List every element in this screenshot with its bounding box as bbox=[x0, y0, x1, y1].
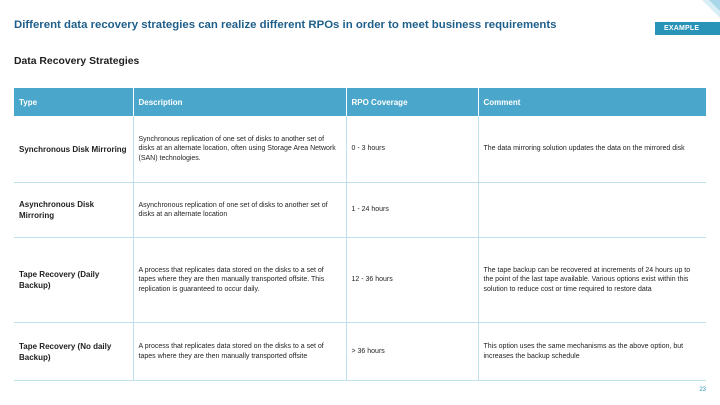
table-row bbox=[14, 183, 706, 238]
description-cell: Synchronous replication of one set of disks to another set of disks at an alternate location, often using Storage Area Network (SAN) technologies. bbox=[133, 116, 346, 183]
comment-cell: The data mirroring solution updates the data on the mirrored disk bbox=[478, 116, 706, 183]
table-row bbox=[14, 238, 706, 323]
column-header-type: Type bbox=[14, 88, 133, 116]
rpo-cell: 12 - 36 hours bbox=[346, 238, 478, 323]
description-cell: Asynchronous replication of one set of disks to another set of disks at an alternate location bbox=[133, 183, 346, 238]
type-cell: Tape Recovery (Daily Backup) bbox=[14, 238, 133, 323]
column-header-rpo-coverage: RPO Coverage bbox=[346, 88, 478, 116]
type-cell: Asynchronous Disk Mirroring bbox=[14, 183, 133, 238]
table-row bbox=[14, 116, 706, 183]
type-cell: Synchronous Disk Mirroring bbox=[14, 116, 133, 183]
rpo-cell: 1 - 24 hours bbox=[346, 183, 478, 238]
corner-decoration bbox=[700, 0, 720, 20]
comment-cell: This option uses the same mechanisms as the above option, but increases the backup schedule bbox=[478, 323, 706, 381]
page-number: 23 bbox=[699, 387, 706, 393]
comment-cell: The tape backup can be recovered at increments of 24 hours up to the point of the last tape available. Various options exist within this solution to reduce cost or time required to restore data bbox=[478, 238, 706, 323]
table-header-row bbox=[14, 88, 706, 116]
slide-title: Different data recovery strategies can realize different RPOs in order to meet business requirements bbox=[14, 19, 557, 31]
section-title: Data Recovery Strategies bbox=[14, 56, 140, 67]
type-cell: Tape Recovery (No daily Backup) bbox=[14, 323, 133, 381]
description-cell: A process that replicates data stored on the disks to a set of tapes where they are then manually transported offsite bbox=[133, 323, 346, 381]
comment-cell bbox=[478, 183, 706, 238]
column-header-comment: Comment bbox=[478, 88, 706, 116]
recovery-strategies-table bbox=[14, 88, 706, 381]
rpo-cell: 0 - 3 hours bbox=[346, 116, 478, 183]
column-header-description: Description bbox=[133, 88, 346, 116]
rpo-cell: > 36 hours bbox=[346, 323, 478, 381]
description-cell: A process that replicates data stored on the disks to a set of tapes where they are then manually transported offsite. This replication is guaranteed to occur daily. bbox=[133, 238, 346, 323]
example-badge: EXAMPLE bbox=[655, 22, 720, 35]
table-row bbox=[14, 323, 706, 381]
